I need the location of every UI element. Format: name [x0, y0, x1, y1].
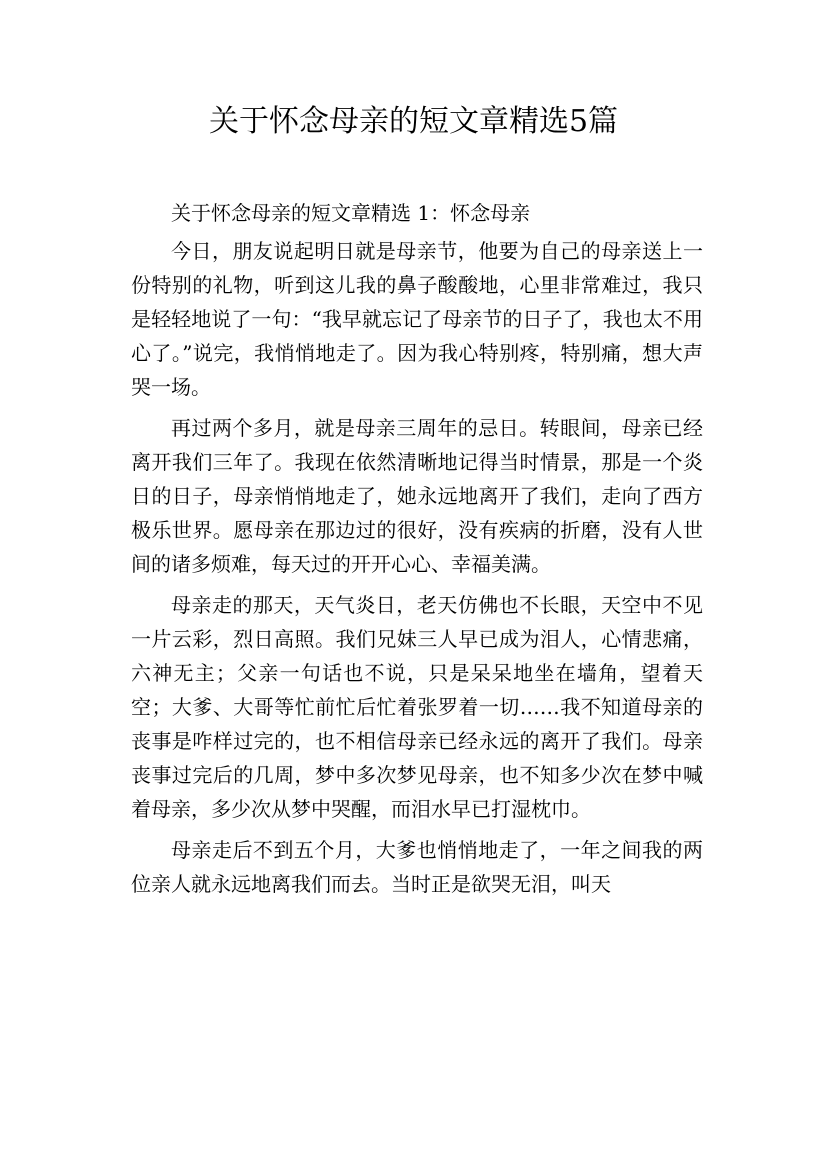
paragraph: 今日，朋友说起明日就是母亲节，他要为自己的母亲送上一份特别的礼物，听到这儿我的鼻子酸酸地，心里非常难过，我只是轻轻地说了一句：“我早就忘记了母亲节的日子了，我也太不用心了。”说完，我悄悄地走了。因为我心特别疼，特别痛，想大声哭一场。: [131, 239, 703, 399]
document-title: 关于怀念母亲的短文章精选5篇: [208, 104, 619, 139]
paragraph: 母亲走的那天，天气炎日，老天仿佛也不长眼，天空中不见一片云彩，烈日高照。我们兄妹三人早已成为泪人，心情悲痛，六神无主；父亲一句话也不说，只是呆呆地坐在墙角，望着天空；大爹、大哥等忙前忙后忙着张罗着一切……我不知道母亲的丧事是咋样过完的，也不相信母亲已经永远的离开了我们。母亲丧事过完后的几周，梦中多次梦见母亲，也不知多少次在梦中喊着母亲，多少次从梦中哭醒，而泪水早已打湿枕巾。: [131, 593, 703, 821]
section-heading: 关于怀念母亲的短文章精选 1：怀念母亲: [171, 201, 531, 225]
paragraph: 再过两个多月，就是母亲三周年的忌日。转眼间，母亲已经离开我们三年了。我现在依然清晰地记得当时情景，那是一个炎日的日子，母亲悄悄地走了，她永远地离开了我们，走向了西方极乐世界。愿母亲在那边过的很好，没有疾病的折磨，没有人世间的诸多烦难，每天过的开开心心、幸福美满。: [131, 416, 703, 576]
paragraph: 母亲走后不到五个月，大爹也悄悄地走了，一年之间我的两位亲人就永远地离我们而去。当时正是欲哭无泪，叫天: [131, 838, 703, 896]
document-body: [131, 196, 703, 908]
